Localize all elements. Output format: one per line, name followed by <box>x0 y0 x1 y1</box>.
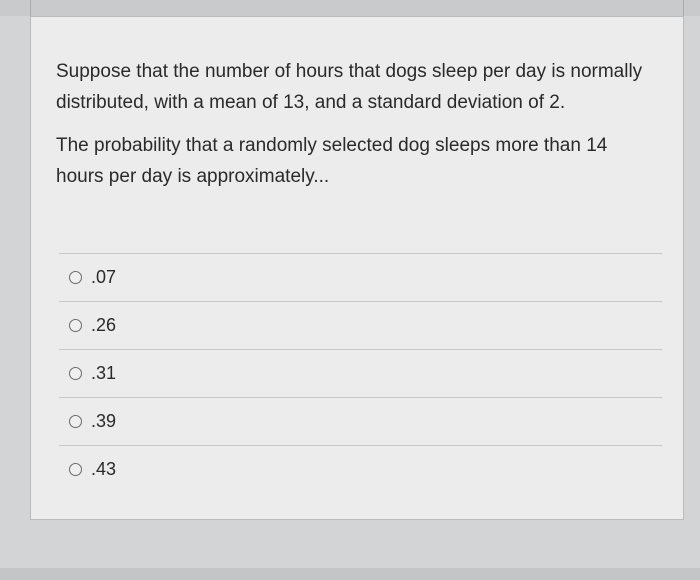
bottom-edge <box>0 568 700 580</box>
quiz-question-card <box>30 16 684 520</box>
radio-button-icon[interactable] <box>69 271 82 284</box>
answer-option-label: .39 <box>91 411 117 431</box>
answer-options <box>59 253 662 493</box>
answer-option-label: .07 <box>91 267 117 287</box>
question-stem: Suppose that the number of hours that dogs sleep per day is normally distributed, with a mean of 13, and a standard deviation of 2. <box>56 61 643 113</box>
answer-option-label: .26 <box>91 315 117 335</box>
radio-button-icon[interactable] <box>69 463 82 476</box>
answer-option-label: .43 <box>91 459 117 479</box>
question-prompt: The probability that a randomly selected dog sleeps more than 14 hours per day is approximately... <box>56 135 608 187</box>
top-edge <box>0 0 700 16</box>
answer-option-1[interactable] <box>59 253 662 301</box>
answer-option-3[interactable] <box>59 349 662 397</box>
answer-option-5[interactable] <box>59 445 662 493</box>
radio-button-icon[interactable] <box>69 319 82 332</box>
radio-button-icon[interactable] <box>69 367 82 380</box>
answer-option-label: .31 <box>91 363 117 383</box>
answer-option-4[interactable] <box>59 397 662 445</box>
radio-button-icon[interactable] <box>69 415 82 428</box>
answer-option-2[interactable] <box>59 301 662 349</box>
question-text <box>56 57 656 205</box>
